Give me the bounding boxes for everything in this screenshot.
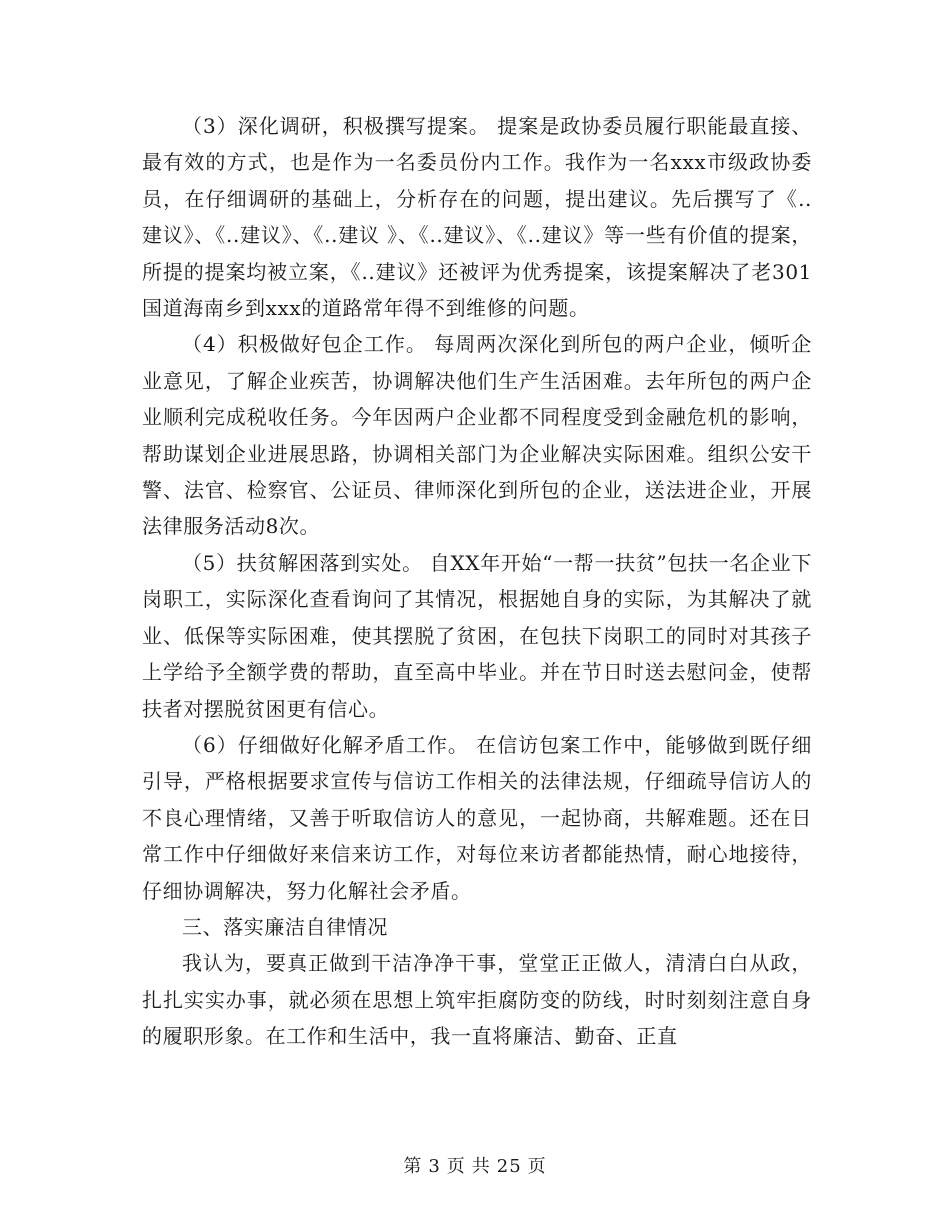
footer-prefix: 第	[403, 1156, 423, 1177]
footer-current-page: 3	[428, 1156, 441, 1177]
paragraph-enterprise-support: （4）积极做好包企工作。 每周两次深化到所包的两户企业，倾听企业意见，了解企业疾苦，协调解决他们生产生活困难。去年所包的两户企业顺利完成税收任务。今年因两户企业都不同程度受到金融危机的影响，帮助谋划企业进展思路，协调相关部门为企业解决实际困难。组织公安干警、法官、检察官、公证员、律师深化到所包的企业，送法进企业，开展法律服务活动8次。	[142, 332, 812, 539]
footer-page-word: 页	[446, 1156, 466, 1177]
paragraph-poverty-relief: （5）扶贫解困落到实处。 自XX年开始“一帮一扶贫”包扶一名企业下岗职工，实际深化查看询问了其情况，根据她自身的实际，为其解决了就业、低保等实际困难，使其摆脱了贫困，在包扶下岗职工的同时对其孩子上学给予全额学费的帮助，直至高中毕业。并在节日时送去慰问金，使帮扶者对摆脱贫困更有信心。	[142, 550, 812, 721]
document-body	[142, 108, 812, 1055]
paragraph-proposals: （3）深化调研，积极撰写提案。 提案是政协委员履行职能最直接、最有效的方式，也是作为一名委员份内工作。我作为一名xxx市级政协委员，在仔细调研的基础上，分析存在的问题，提出建议。先后撰写了《..建议》、《..建议》、《..建议 》、《..建议》、《..建议》等一些有价值的提案，所提的提案均被立案，《..建议》还被评为优秀提案，该提案解决了老301国道海南乡到xxx的道路常年得不到维修的问题。	[142, 114, 812, 321]
page-footer	[0, 1152, 950, 1178]
section-heading-integrity: 三、落实廉洁自律情况	[182, 914, 388, 939]
footer-total-word: 共	[471, 1156, 491, 1177]
paragraph-integrity: 我认为，要真正做到干洁净净干事，堂堂正正做人，清清白白从政，扎扎实实办事，就必须在思想上筑牢拒腐防变的防线，时时刻刻注意自身的履职形象。在工作和生活中，我一直将廉洁、勤奋、正直	[142, 951, 812, 1049]
footer-suffix: 页	[527, 1156, 547, 1177]
paragraph-conflict-resolution: （6）仔细做好化解矛盾工作。 在信访包案工作中，能够做到既仔细引导，严格根据要求宣传与信访工作相关的法律法规，仔细疏导信访人的不良心理情绪，又善于听取信访人的意见，一起协商，共解难题。还在日常工作中仔细做好来信来访工作，对每位来访者都能热情，耐心地接待，仔细协调解决，努力化解社会矛盾。	[142, 732, 812, 903]
footer-total-pages: 25	[496, 1156, 522, 1177]
